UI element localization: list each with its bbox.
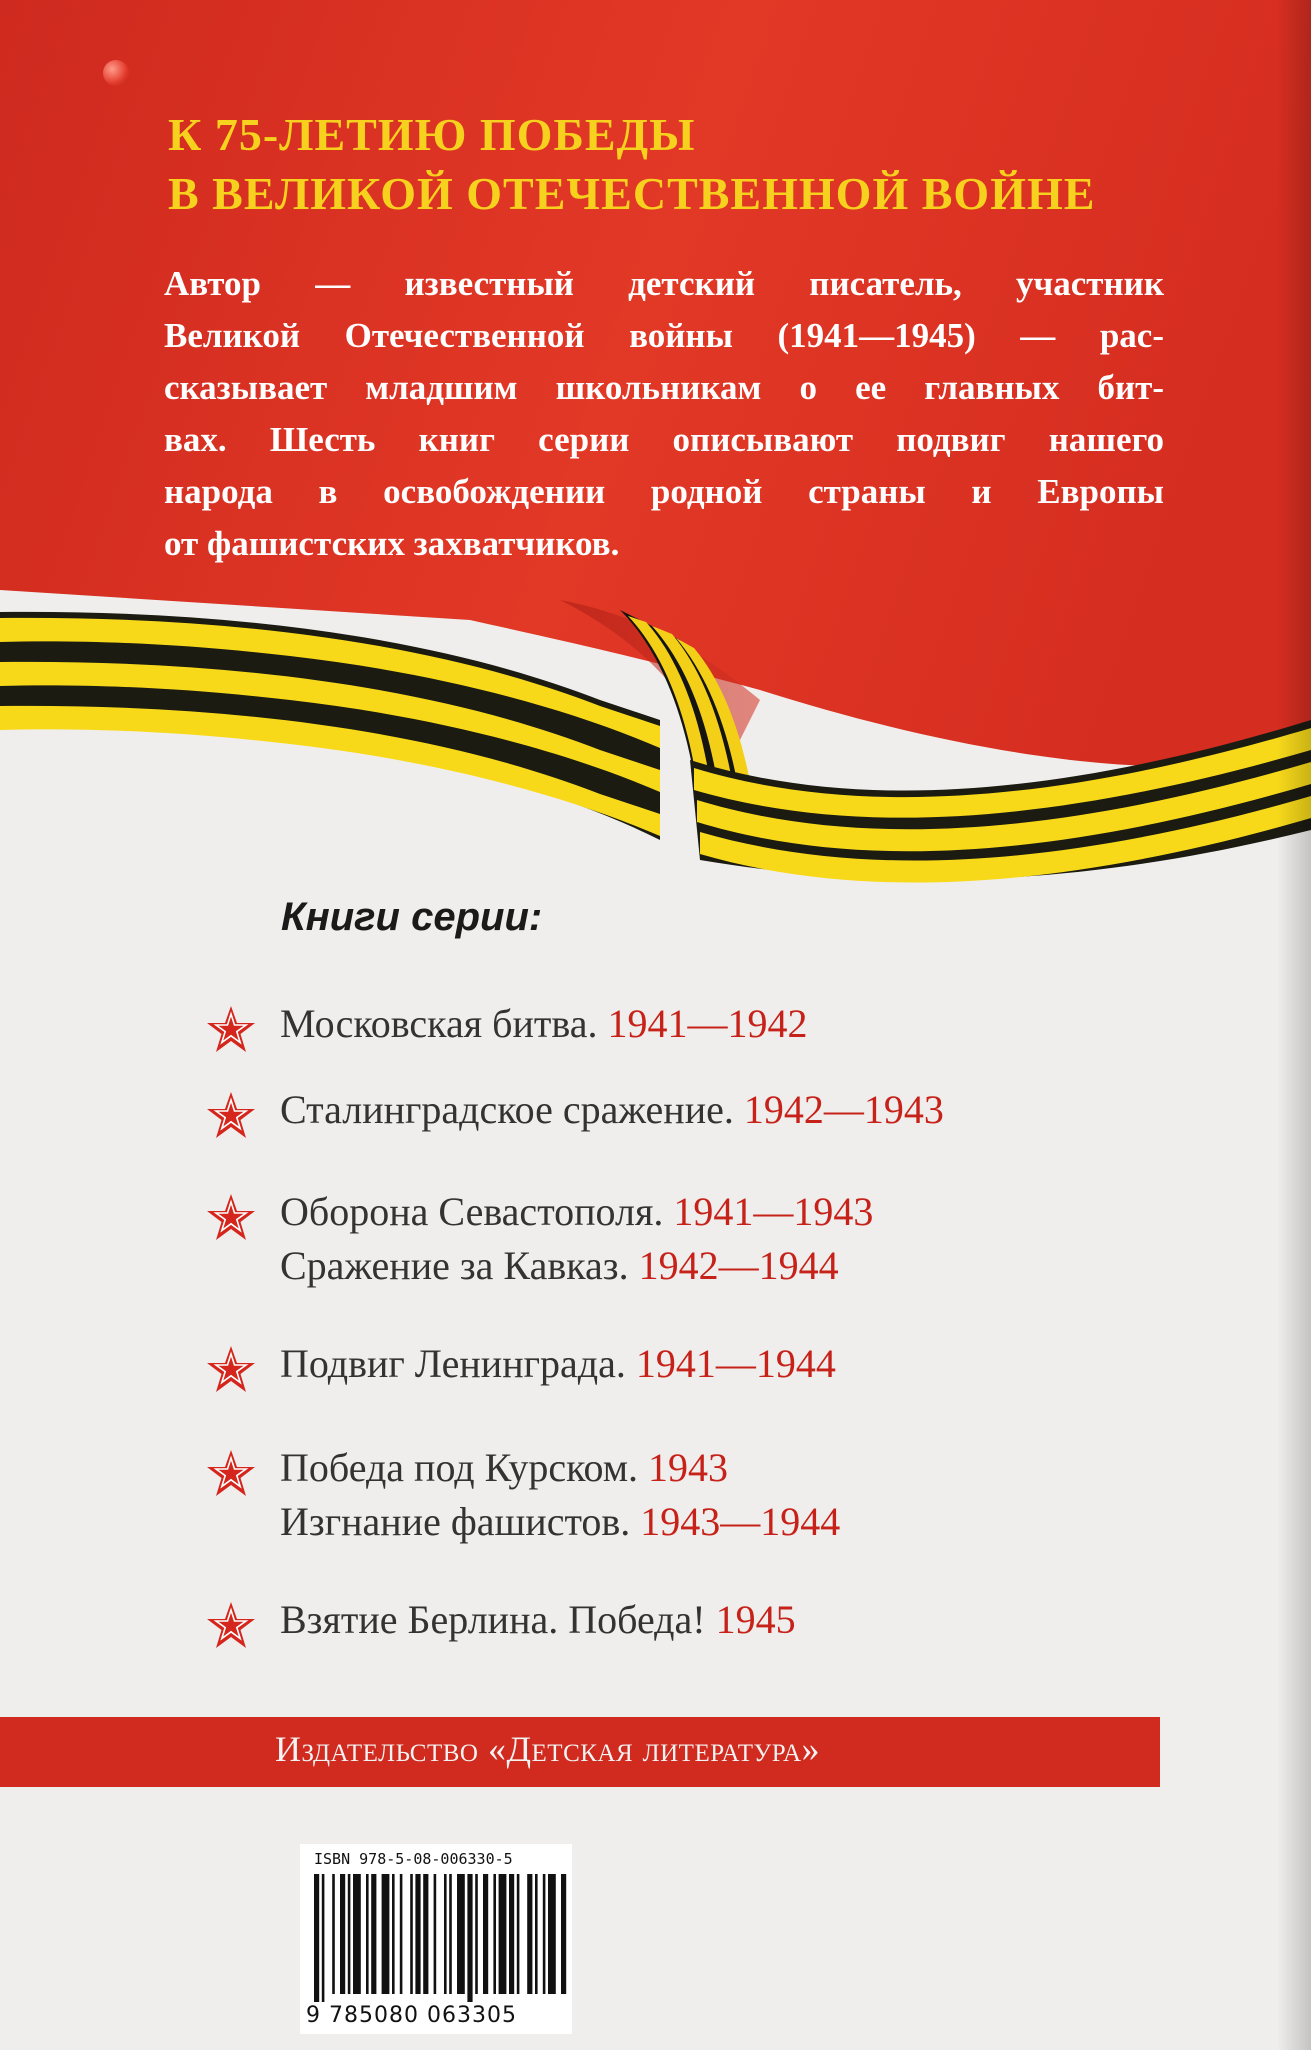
- series-title: Книги серии:: [281, 895, 543, 939]
- book-years: 1941—1944: [635, 1341, 836, 1386]
- description-line: сказывает младшим школьникам о ее главных бит-: [164, 368, 1164, 407]
- red-dot-decoration: [103, 60, 129, 86]
- barcode-icon: [300, 1870, 572, 2002]
- red-star-icon: [206, 1600, 256, 1650]
- ribbon-left: [0, 612, 660, 840]
- book-line: [280, 1498, 840, 1545]
- book-line: [280, 1444, 728, 1491]
- book-years: 1943—1944: [640, 1499, 841, 1544]
- book-line: [280, 1086, 944, 1133]
- book-years: 1942—1944: [638, 1243, 839, 1288]
- book-line: [280, 1340, 836, 1387]
- isbn-text: ISBN 978-5-08-006330-5: [314, 1850, 513, 1868]
- description-line: народа в освобождении родной страны и Европы: [164, 472, 1164, 511]
- description-line: Автор — известный детский писатель, участник: [164, 264, 1164, 303]
- book-title: Изгнание фашистов.: [280, 1499, 631, 1544]
- book-line: [280, 1188, 873, 1235]
- description-paragraph: [164, 258, 1164, 570]
- book-years: 1941—1942: [607, 1001, 808, 1046]
- description-line: от фашистских захватчиков.: [164, 524, 620, 563]
- description-line: вах. Шесть книг серии описывают подвиг нашего: [164, 420, 1164, 459]
- red-star-icon: [206, 1448, 256, 1498]
- barcode-digits: 9 785080 063305: [306, 2003, 517, 2028]
- book-title: Подвиг Ленинграда.: [280, 1341, 626, 1386]
- heading-line-2: В ВЕЛИКОЙ ОТЕЧЕСТВЕННОЙ ВОЙНЕ: [168, 168, 1096, 219]
- book-years: 1941—1943: [673, 1189, 874, 1234]
- book-years: 1942—1943: [743, 1087, 944, 1132]
- book-years: 1943: [648, 1445, 729, 1490]
- book-line: [280, 1596, 796, 1643]
- book-years: 1945: [715, 1597, 796, 1642]
- book-title: Взятие Берлина. Победа!: [280, 1597, 706, 1642]
- red-star-icon: [206, 1344, 256, 1394]
- book-title: Сталинградское сражение.: [280, 1087, 734, 1132]
- book-title: Сражение за Кавказ.: [280, 1243, 629, 1288]
- heading-line-1: К 75-ЛЕТИЮ ПОБЕДЫ: [168, 109, 696, 160]
- book-title: Оборона Севастополя.: [280, 1189, 664, 1234]
- book-line: [280, 1242, 839, 1289]
- book-title: Победа под Курском.: [280, 1445, 639, 1490]
- spine-shadow: [1277, 0, 1311, 2050]
- red-star-icon: [206, 1090, 256, 1140]
- red-star-icon: [206, 1004, 256, 1054]
- book-title: Московская битва.: [280, 1001, 598, 1046]
- red-star-icon: [206, 1192, 256, 1242]
- book-line: [280, 1000, 807, 1047]
- publisher-name: Издательство «Детская литература»: [275, 1729, 821, 1769]
- description-line: Великой Отечественной войны (1941—1945) — рас-: [164, 316, 1164, 355]
